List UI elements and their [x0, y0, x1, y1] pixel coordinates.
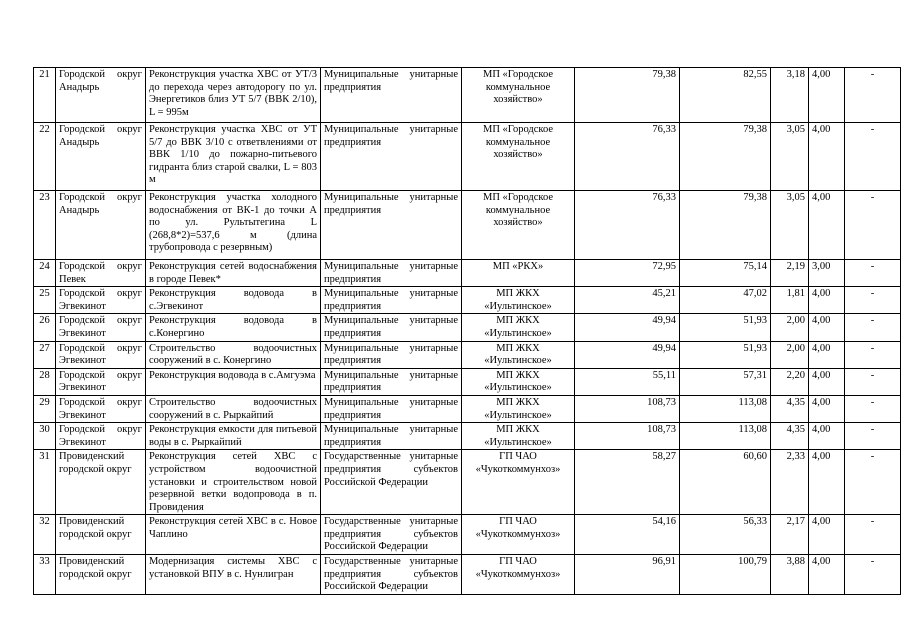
value-4-cell: 4,00: [809, 314, 845, 341]
value-4-cell: 4,00: [809, 123, 845, 191]
org-type-cell: Государственные унитарные предприятия субъектов Российской Федерации: [321, 555, 462, 595]
value-5-cell: -: [845, 395, 901, 422]
value-3-cell: 2,17: [771, 515, 809, 555]
value-2-cell: 113,08: [680, 395, 771, 422]
district-cell: Городской округ Певек: [56, 260, 146, 287]
project-cell: Реконструкция сетей ХВС с устройством водоочистной установки и строительством новой резервной ветки водопровода в п. Провидения: [146, 450, 321, 515]
value-4-cell: 4,00: [809, 341, 845, 368]
value-5-cell: -: [845, 287, 901, 314]
project-cell: Реконструкция сетей ХВС в с. Новое Чаплино: [146, 515, 321, 555]
value-5-cell: -: [845, 191, 901, 260]
value-3-cell: 2,33: [771, 450, 809, 515]
value-3-cell: 3,05: [771, 191, 809, 260]
table-row: [34, 450, 901, 515]
table-row: [34, 260, 901, 287]
project-cell: Модернизация системы ХВС с установкой ВПУ в с. Нунлигран: [146, 555, 321, 595]
org-type-cell: Муниципальные унитарные предприятия: [321, 191, 462, 260]
organization-cell: МП «Городское коммунальное хозяйство»: [462, 123, 575, 191]
row-number: 31: [34, 450, 56, 515]
value-2-cell: 51,93: [680, 314, 771, 341]
table-row: [34, 68, 901, 123]
org-type-cell: Муниципальные унитарные предприятия: [321, 314, 462, 341]
value-4-cell: 4,00: [809, 515, 845, 555]
value-2-cell: 57,31: [680, 368, 771, 395]
value-5-cell: -: [845, 314, 901, 341]
organization-cell: МП ЖКХ «Иультинское»: [462, 314, 575, 341]
value-4-cell: 4,00: [809, 287, 845, 314]
value-1-cell: 96,91: [575, 555, 680, 595]
table-row: [34, 423, 901, 450]
value-3-cell: 2,00: [771, 341, 809, 368]
project-cell: Реконструкция участка ХВС от УТ 5/7 до ВВК 3/10 с ответвлениями от ВВК 1/10 до пожарно-питьевого гидранта близ старой свалки, L = 803 м: [146, 123, 321, 191]
value-1-cell: 45,21: [575, 287, 680, 314]
table-row: [34, 368, 901, 395]
value-2-cell: 79,38: [680, 191, 771, 260]
value-5-cell: -: [845, 423, 901, 450]
value-5-cell: -: [845, 260, 901, 287]
project-cell: Реконструкция водовода в с.Амгуэма: [146, 368, 321, 395]
value-3-cell: 1,81: [771, 287, 809, 314]
table-row: [34, 395, 901, 422]
project-cell: Реконструкция емкости для питьевой воды в с. Рыркайпий: [146, 423, 321, 450]
org-type-cell: Государственные унитарные предприятия субъектов Российской Федерации: [321, 515, 462, 555]
row-number: 22: [34, 123, 56, 191]
organization-cell: МП ЖКХ «Иультинское»: [462, 423, 575, 450]
district-cell: Городской округ Эгвекинот: [56, 287, 146, 314]
project-cell: Реконструкция участка холодного водоснабжения от ВК-1 до точки А по ул. Рультытегина L (268,8*2)=537,6 м (длина трубопровода с резервным): [146, 191, 321, 260]
value-4-cell: 4,00: [809, 68, 845, 123]
org-type-cell: Муниципальные унитарные предприятия: [321, 368, 462, 395]
value-1-cell: 72,95: [575, 260, 680, 287]
value-3-cell: 3,88: [771, 555, 809, 595]
value-4-cell: 4,00: [809, 395, 845, 422]
district-cell: Провиденский городской округ: [56, 555, 146, 595]
value-1-cell: 54,16: [575, 515, 680, 555]
table-row: [34, 555, 901, 595]
value-5-cell: -: [845, 368, 901, 395]
project-cell: Реконструкция водовода в с.Конергино: [146, 314, 321, 341]
value-3-cell: 2,19: [771, 260, 809, 287]
value-2-cell: 79,38: [680, 123, 771, 191]
value-3-cell: 3,18: [771, 68, 809, 123]
table-row: [34, 123, 901, 191]
org-type-cell: Муниципальные унитарные предприятия: [321, 123, 462, 191]
table-row: [34, 314, 901, 341]
value-2-cell: 75,14: [680, 260, 771, 287]
organization-cell: МП «РКХ»: [462, 260, 575, 287]
org-type-cell: Муниципальные унитарные предприятия: [321, 423, 462, 450]
value-3-cell: 4,35: [771, 395, 809, 422]
value-1-cell: 58,27: [575, 450, 680, 515]
district-cell: Городской округ Анадырь: [56, 68, 146, 123]
org-type-cell: Муниципальные унитарные предприятия: [321, 341, 462, 368]
value-1-cell: 55,11: [575, 368, 680, 395]
value-1-cell: 79,38: [575, 68, 680, 123]
organization-cell: МП ЖКХ «Иультинское»: [462, 287, 575, 314]
value-5-cell: -: [845, 341, 901, 368]
table-row: [34, 287, 901, 314]
table-row: [34, 191, 901, 260]
value-5-cell: -: [845, 555, 901, 595]
organization-cell: МП «Городское коммунальное хозяйство»: [462, 68, 575, 123]
row-number: 30: [34, 423, 56, 450]
organization-cell: МП ЖКХ «Иультинское»: [462, 395, 575, 422]
value-2-cell: 60,60: [680, 450, 771, 515]
district-cell: Городской округ Анадырь: [56, 191, 146, 260]
value-4-cell: 4,00: [809, 450, 845, 515]
value-4-cell: 3,00: [809, 260, 845, 287]
row-number: 23: [34, 191, 56, 260]
district-cell: Городской округ Эгвекинот: [56, 423, 146, 450]
row-number: 24: [34, 260, 56, 287]
value-4-cell: 4,00: [809, 423, 845, 450]
org-type-cell: Муниципальные унитарные предприятия: [321, 287, 462, 314]
row-number: 33: [34, 555, 56, 595]
value-1-cell: 76,33: [575, 123, 680, 191]
value-1-cell: 49,94: [575, 341, 680, 368]
value-2-cell: 51,93: [680, 341, 771, 368]
organization-cell: МП ЖКХ «Иультинское»: [462, 341, 575, 368]
value-4-cell: 4,00: [809, 555, 845, 595]
value-3-cell: 2,20: [771, 368, 809, 395]
table-row: [34, 341, 901, 368]
org-type-cell: Государственные унитарные предприятия субъектов Российской Федерации: [321, 450, 462, 515]
row-number: 27: [34, 341, 56, 368]
organization-cell: ГП ЧАО «Чукоткоммунхоз»: [462, 555, 575, 595]
district-cell: Городской округ Эгвекинот: [56, 395, 146, 422]
value-4-cell: 4,00: [809, 191, 845, 260]
table-body: [34, 68, 901, 595]
value-1-cell: 76,33: [575, 191, 680, 260]
org-type-cell: Муниципальные унитарные предприятия: [321, 395, 462, 422]
district-cell: Провиденский городской округ: [56, 450, 146, 515]
project-cell: Строительство водоочистных сооружений в с. Рыркайпий: [146, 395, 321, 422]
org-type-cell: Муниципальные унитарные предприятия: [321, 68, 462, 123]
value-1-cell: 49,94: [575, 314, 680, 341]
row-number: 25: [34, 287, 56, 314]
organization-cell: МП ЖКХ «Иультинское»: [462, 368, 575, 395]
district-cell: Городской округ Эгвекинот: [56, 368, 146, 395]
row-number: 32: [34, 515, 56, 555]
district-cell: Городской округ Эгвекинот: [56, 341, 146, 368]
value-3-cell: 4,35: [771, 423, 809, 450]
org-type-cell: Муниципальные унитарные предприятия: [321, 260, 462, 287]
value-2-cell: 56,33: [680, 515, 771, 555]
value-4-cell: 4,00: [809, 368, 845, 395]
row-number: 26: [34, 314, 56, 341]
value-5-cell: -: [845, 68, 901, 123]
value-3-cell: 2,00: [771, 314, 809, 341]
value-1-cell: 108,73: [575, 395, 680, 422]
value-3-cell: 3,05: [771, 123, 809, 191]
table-row: [34, 515, 901, 555]
value-5-cell: -: [845, 515, 901, 555]
projects-table: [33, 67, 901, 595]
project-cell: Строительство водоочистных сооружений в с. Конергино: [146, 341, 321, 368]
district-cell: Городской округ Эгвекинот: [56, 314, 146, 341]
value-2-cell: 82,55: [680, 68, 771, 123]
value-1-cell: 108,73: [575, 423, 680, 450]
value-2-cell: 113,08: [680, 423, 771, 450]
row-number: 28: [34, 368, 56, 395]
value-2-cell: 100,79: [680, 555, 771, 595]
value-2-cell: 47,02: [680, 287, 771, 314]
organization-cell: ГП ЧАО «Чукоткоммунхоз»: [462, 515, 575, 555]
organization-cell: МП «Городское коммунальное хозяйство»: [462, 191, 575, 260]
value-5-cell: -: [845, 450, 901, 515]
project-cell: Реконструкция участка ХВС от УТ/3 до перехода через автодорогу по ул. Энергетиков близ УТ 5/7 (ВВК 2/10), L = 995м: [146, 68, 321, 123]
project-cell: Реконструкция водовода в с.Эгвекинот: [146, 287, 321, 314]
project-cell: Реконструкция сетей водоснабжения в городе Певек*: [146, 260, 321, 287]
row-number: 21: [34, 68, 56, 123]
district-cell: Провиденский городской округ: [56, 515, 146, 555]
value-5-cell: -: [845, 123, 901, 191]
organization-cell: ГП ЧАО «Чукоткоммунхоз»: [462, 450, 575, 515]
district-cell: Городской округ Анадырь: [56, 123, 146, 191]
row-number: 29: [34, 395, 56, 422]
